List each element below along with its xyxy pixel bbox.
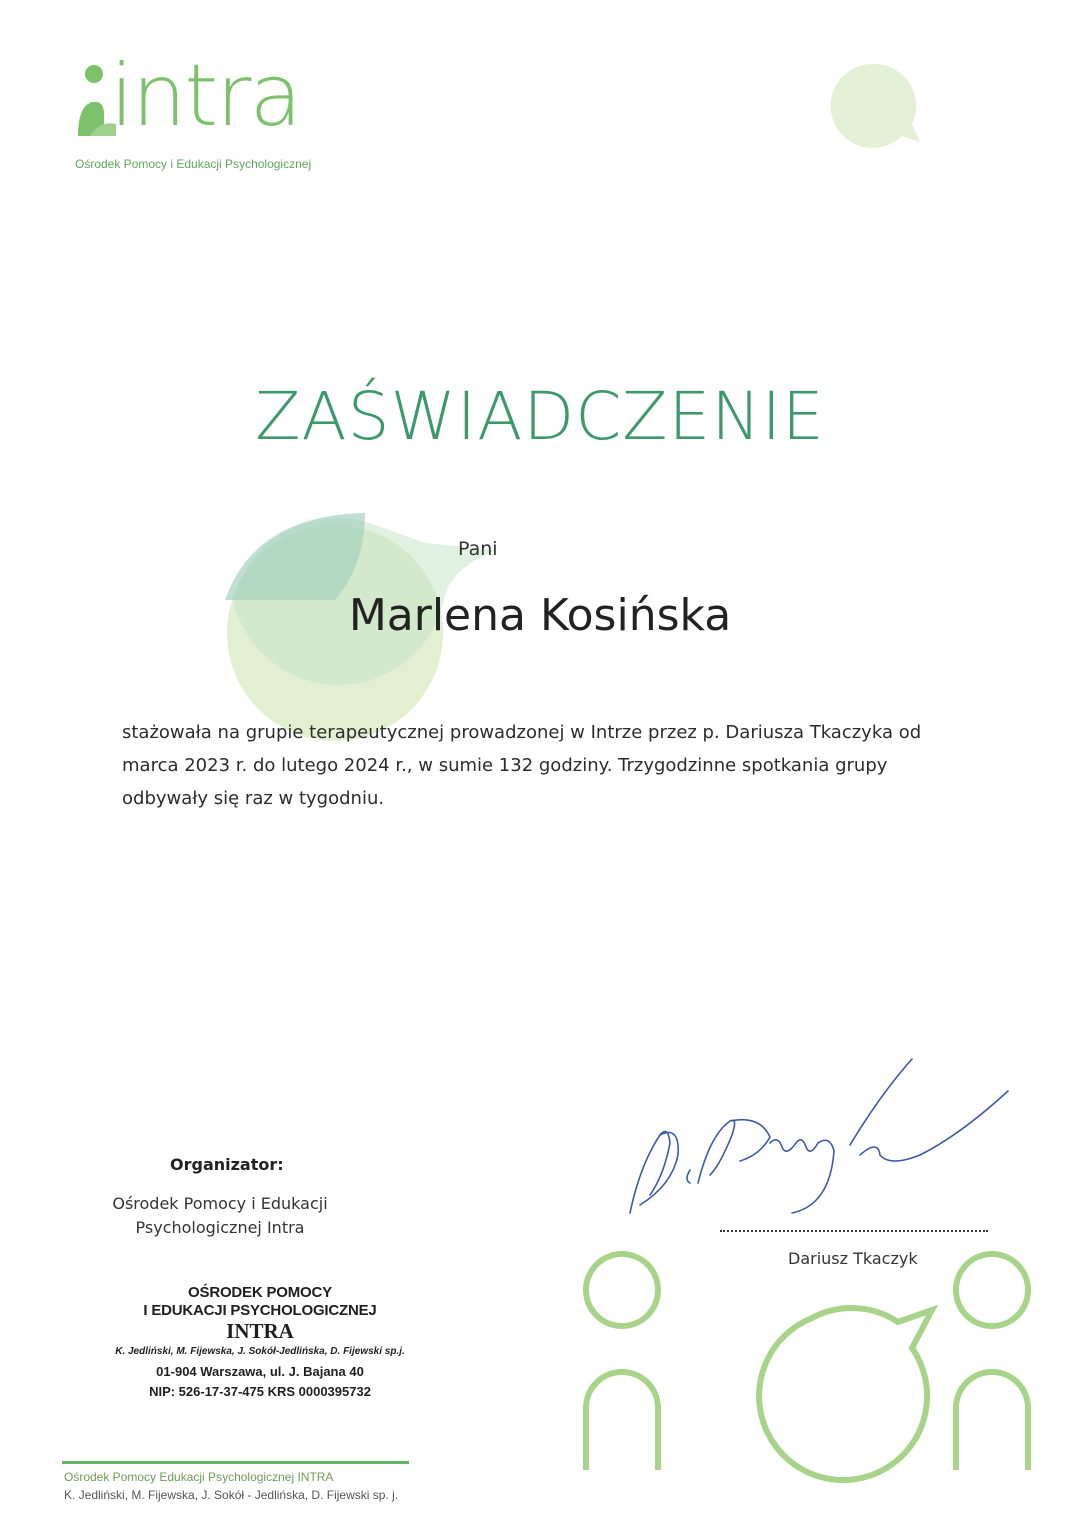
speech-bubble-icon (828, 62, 924, 152)
stamp-line: K. Jedliński, M. Fijewska, J. Sokół-Jedlińska, D. Fijewski sp.j. (115, 1346, 405, 1357)
salutation: Pani (458, 538, 498, 560)
recipient-name: Marlena Kosińska (348, 590, 732, 641)
organizer-name-line: Psychologicznej Intra (135, 1218, 305, 1237)
company-stamp (105, 1284, 415, 1402)
intra-decorative-monogram-icon (580, 1248, 1050, 1518)
body-line: marca 2023 r. do lutego 2024 r., w sumie 132 godziny. Trzygodzinne spotkania grupy (122, 755, 888, 776)
stamp-line: I EDUKACJI PSYCHOLOGICZNEJ (143, 1302, 377, 1319)
organizer-name (100, 1192, 340, 1240)
stamp-line: OŚRODEK POMOCY (188, 1284, 332, 1301)
organizer-name-line: Ośrodek Pomocy i Edukacji (112, 1194, 328, 1213)
certificate-title: ZAŚWIADCZENIE (255, 378, 825, 455)
intra-logo (70, 46, 315, 177)
logo-subtitle: Ośrodek Pomocy i Edukacji Psychologicznej (75, 157, 312, 171)
stamp-line: 01-904 Warszawa, ul. J. Bajana 40 (156, 1364, 364, 1379)
signature-line (720, 1230, 988, 1232)
body-line: stażowała na grupie terapeutycznej prowadzonej w Intrze przez p. Dariusza Tkaczyka od (122, 722, 922, 743)
organizer-label: Organizator: (170, 1155, 284, 1174)
certificate-body (122, 716, 922, 815)
stamp-line: INTRA (226, 1319, 294, 1343)
logo-wordmark: intra (110, 46, 301, 146)
footer-line-1: Ośrodek Pomocy Edukacji Psychologicznej INTRA (64, 1470, 334, 1484)
footer-line-2: K. Jedliński, M. Fijewska, J. Sokół - Jedlińska, D. Fijewski sp. j. (64, 1488, 399, 1502)
footer-divider (62, 1461, 409, 1464)
signer-name: Dariusz Tkaczyk (788, 1249, 918, 1268)
handwritten-signature (620, 1055, 1010, 1225)
body-line: odbywały się raz w tygodniu. (122, 788, 385, 809)
stamp-line: NIP: 526-17-37-475 KRS 0000395732 (149, 1384, 371, 1399)
